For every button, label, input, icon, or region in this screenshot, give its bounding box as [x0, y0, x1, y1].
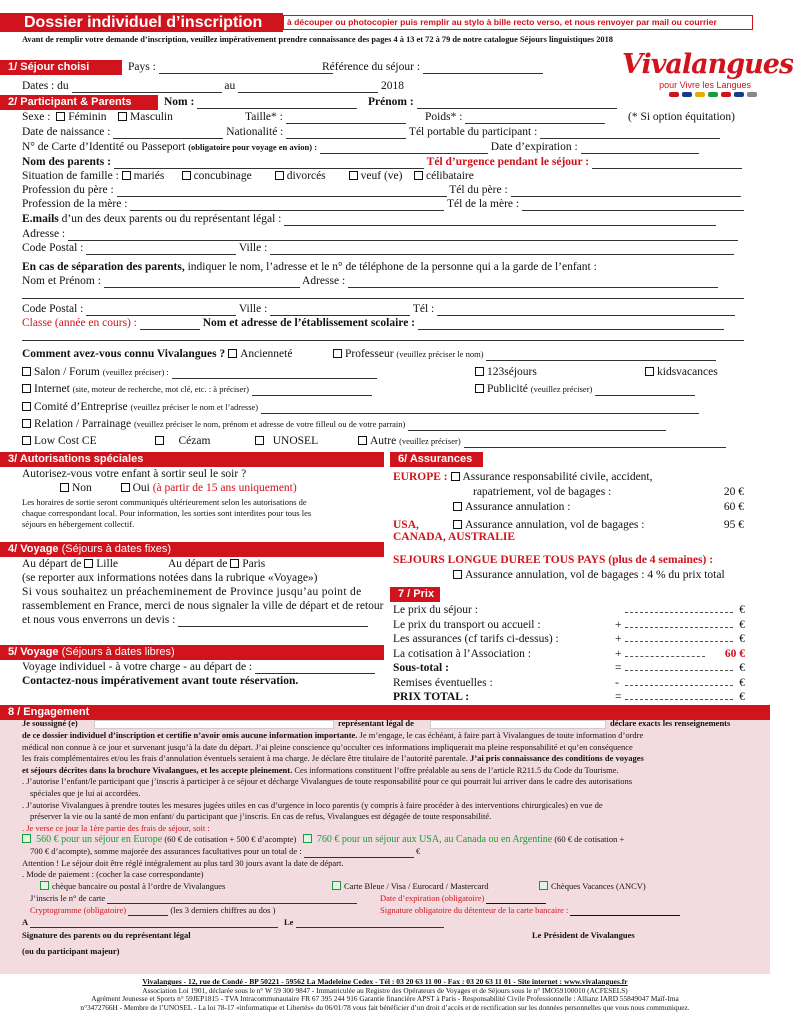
soussigne-field[interactable]	[94, 720, 334, 729]
sortie-info: Les horaires de sortie seront communiqués ultérieurement selon les autorisations de chaque correspondant local. Pour information, les sorties sont interdites pour tous les séjours en hébergement collectif.	[22, 497, 312, 529]
masculin-checkbox[interactable]	[118, 112, 127, 121]
annulation-checkbox[interactable]	[453, 502, 462, 511]
maries-checkbox[interactable]	[122, 171, 131, 180]
autre-checkbox[interactable]	[358, 436, 367, 445]
prix-row-1: Le prix du transport ou accueil : + €	[393, 618, 745, 631]
veuf-checkbox[interactable]	[349, 171, 358, 180]
equitation-note: (* Si option équitation)	[628, 111, 736, 123]
relation-row: Relation / Parrainage (veuillez préciser le nom, prénom et adresse de votre filleul ou de votre parrain)	[22, 417, 666, 431]
naissance-row: Date de naissance : Nationalité : Tél portable du participant :	[22, 125, 720, 139]
carte-id-row: N° de Carte d’Identité ou Passeport (obligatoire pour voyage en avion) : Date d’expiration :	[22, 140, 699, 154]
europe-rc: EUROPE : Assurance responsabilité civile, accident,	[393, 471, 653, 483]
voyage-individuel-row: Voyage individuel - à votre charge - au départ de :	[22, 660, 375, 674]
instruction-banner: à découper ou photocopier puis remplir au stylo à bille recto verso, et nous renvoyer par mail ou courrier	[283, 15, 753, 30]
section-6-bar: 6/ Assurances	[390, 452, 483, 467]
prof-pere-field[interactable]	[117, 187, 447, 197]
emails-field[interactable]	[284, 216, 716, 226]
prof-mere-row: Profession de la mère : Tél de la mère :	[22, 197, 744, 211]
garde-adresse-line[interactable]	[22, 298, 744, 299]
internet-checkbox[interactable]	[22, 384, 31, 393]
cezam-row: Cézam	[155, 434, 210, 448]
garde-ville-field[interactable]	[270, 306, 410, 316]
rc-checkbox[interactable]	[451, 472, 460, 481]
poids-field[interactable]	[465, 114, 605, 124]
123sejours-checkbox[interactable]	[475, 367, 484, 376]
paris-checkbox[interactable]	[230, 559, 239, 568]
representant-field[interactable]	[430, 720, 606, 729]
etablissement-field[interactable]	[418, 320, 724, 330]
engagement-content: Je soussigné (e) représentant légal de déclare exacts les renseignements de ce dossier individuel d’inscription et certifie n’avoir omis aucune information importante. Je m’engage, le cas échéant, à faire part à Vivalangues de toute information d’ordre médical non connue à ce jour et survenant jusqu’à la date du départ. J’ai pleine conscience qu’occulter ces informations impliquerait ma pleine responsabilité et qu’en conséquence les frais complémentaires et/ou les frais d’annulation éventuels seraient à ma charge. Je déclare être titulaire de l’autorité parentale. J’ai pris connaissance des conditions de voyages et séjours décrites dans la brochure Vivalangues, et les accepte pleinement. Ces informations constituent l’offre préalable au sens de l’article R211.5 du Code du Tourisme. . J’autorise l’enfant/le participant que j’inscris à participer à ce séjour et décharge Vivalangues de toute responsabilité pour ce qui pourrait lui arriver dans le cadre des autorisations spéciales que je lui ai accordées. . J’autorise Vivalangues à prendre toutes les mesures jugées utiles en cas d’urgence in loco parentis (y compris à faire procéder à des interventions chirurgicales) en vue de préserver la vie ou la santé de mon enfant/ du participant que j’inscris. En cas de refus, Vivalangues est dégagée de toute responsabilité. . Je verse ce jour la 1ère partie des frais de séjour, soit : 560 € pour un séjour en Europe (60 € de cotisation + 500 € d’acompte) 760 € pour un séjour aux USA, au Canada ou en Argentine (60 € de cotisation + 700 € d’acompte), somme majorée des assurances facultatives pour un total de : € Attention ! Le séjour doit être réglé intégralement au plus tard 30 jours avant la date de départ. . Mode de paiement : (cocher la case correspondante) chèque bancaire ou postal à l’ordre de Vivalangues Carte Bleue / Visa / Eurocard / Mastercard Chèques Vacances (ANCV) J’inscris le n° de carte Date d’expiration (obligatoire) Cryptogramme (obligatoire) (les 3 derniers chiffres au dos ) Signature obligatoire du détenteur de la carte bancaire : A Le Signature des parents ou du représentant légal Le Président de Vivalangues (ou du participant majeur)	[22, 718, 757, 958]
relation-checkbox[interactable]	[22, 419, 31, 428]
rc-price: 20 €	[723, 486, 744, 498]
soussigne-row: Je soussigné (e) représentant légal de déclare exacts les renseignements	[22, 718, 731, 728]
prix-field-5[interactable]	[625, 676, 733, 686]
depart-paris: Au départ de Paris	[168, 558, 266, 570]
header-title	[0, 13, 283, 32]
anciennete-checkbox[interactable]	[228, 349, 237, 358]
depart-lille: Au départ de Lille	[22, 558, 118, 570]
noms-parents-field[interactable]	[114, 159, 424, 169]
annulation-usa-checkbox[interactable]	[453, 520, 462, 529]
professeur-row: Professeur (veuillez préciser le nom)	[333, 347, 716, 361]
prix-field-6[interactable]	[625, 690, 733, 700]
signatures-row: Signature des parents ou du représentant légal Le Président de Vivalangues	[22, 929, 635, 940]
contactez-nous: Contactez-nous impérativement avant toute réservation.	[22, 675, 299, 687]
section-8-bar: 8 / Engagement	[0, 705, 770, 720]
prix-field-4[interactable]	[625, 661, 733, 671]
usa-acompte-checkbox[interactable]	[303, 834, 312, 843]
non-checkbox[interactable]	[60, 483, 69, 492]
prix-field-2[interactable]	[625, 632, 733, 642]
unosel-checkbox[interactable]	[255, 436, 264, 445]
classe-field[interactable]	[140, 320, 200, 330]
europe-acompte-checkbox[interactable]	[22, 834, 31, 843]
depart-individuel-field[interactable]	[255, 664, 375, 674]
reference-field[interactable]	[423, 64, 543, 74]
carte-id-field[interactable]	[320, 144, 488, 154]
publicite-checkbox[interactable]	[475, 384, 484, 393]
logo-brand: Vivalangues	[622, 49, 793, 80]
separation-row: En cas de séparation des parents, indiquer le nom, l’adresse et le n° de téléphone de la personne qui a la garde de l’enfant :	[22, 261, 597, 273]
voyage-info: (se reporter aux informations notées dans la rubrique «Voyage») Si vous souhaitez un préacheminement de Province jusqu’au point de rassemblement en France, merci de nous signaler la ville de départ et de retour et nous vous enverrons un devis :	[22, 572, 384, 626]
kids-row: kidsvacances	[645, 365, 718, 379]
usa-label-2: CANADA, AUSTRALIE	[393, 531, 516, 543]
prix-row-6: PRIX TOTAL : = €	[393, 691, 745, 703]
nom-row: Nom :	[164, 95, 357, 109]
comite-checkbox[interactable]	[22, 402, 31, 411]
comite-row: Comité d’Entreprise (veuillez préciser le nom et l’adresse)	[22, 400, 699, 414]
date-signature-field[interactable]	[296, 920, 444, 928]
garde-nom-field[interactable]	[104, 278, 300, 288]
tel-pere-field[interactable]	[511, 187, 741, 197]
lowcost-row: Low Cost CE	[22, 434, 97, 448]
cezam-checkbox[interactable]	[155, 436, 164, 445]
section-2-bar: 2/ Participant & Parents	[0, 95, 158, 110]
numero-carte-field[interactable]	[107, 896, 357, 904]
professeur-field[interactable]	[486, 351, 716, 361]
flags-row	[622, 92, 757, 97]
prenom-field[interactable]	[417, 99, 617, 109]
cheque-checkbox[interactable]	[40, 881, 49, 890]
reference-row: Référence du séjour :	[322, 60, 543, 74]
professeur-checkbox[interactable]	[333, 349, 342, 358]
prix-row-5: Remises éventuelles : - €	[393, 676, 745, 689]
lille-checkbox[interactable]	[84, 559, 93, 568]
publicite-row: Publicité (veuillez préciser)	[475, 382, 695, 396]
date-from-field[interactable]	[72, 83, 222, 93]
internet-field[interactable]	[252, 386, 372, 396]
expiration-field[interactable]	[581, 144, 699, 154]
annul-longue-row: Assurance annulation, vol de bagages : 4 % du prix total	[453, 568, 725, 582]
usa-label: USA,	[393, 519, 419, 531]
celibataire-checkbox[interactable]	[414, 171, 423, 180]
prenom-row: Prénom :	[368, 95, 617, 109]
pays-row: Pays :	[128, 60, 333, 74]
taille-field[interactable]	[286, 114, 406, 124]
parents-row: Nom des parents : Tél d’urgence pendant le séjour :	[22, 155, 742, 169]
feminin-checkbox[interactable]	[56, 112, 65, 121]
lieu-field[interactable]	[30, 920, 278, 928]
poids-row: Poids* :	[425, 110, 605, 124]
garde-cp-field[interactable]	[86, 306, 236, 316]
sortie-options: Non Oui (à partir de 15 ans uniquement)	[60, 481, 297, 495]
annul-row: Assurance annulation :	[453, 500, 570, 514]
prix-field-3	[625, 647, 705, 657]
cryptogramme-field[interactable]	[128, 908, 168, 916]
carte-bleue-checkbox[interactable]	[332, 881, 341, 890]
kidsvacances-checkbox[interactable]	[645, 367, 654, 376]
title-text: Dossier individuel d’inscription	[24, 14, 263, 31]
lieu-date-row: A Le	[22, 917, 757, 930]
dates-row: Dates : du au 2018	[22, 80, 404, 92]
ancv-checkbox[interactable]	[539, 881, 548, 890]
tel-portable-field[interactable]	[540, 129, 720, 139]
sortie-question: Autorisez-vous votre enfant à sortir seul le soir ?	[22, 468, 247, 480]
publicite-field[interactable]	[595, 386, 695, 396]
crypto-row: Cryptogramme (obligatoire) (les 3 derniers chiffres au dos ) Signature obligatoire du détenteur de la carte bancaire :	[22, 905, 757, 917]
salon-row: Salon / Forum (veuillez préciser) :	[22, 365, 377, 379]
section-3-bar: 3/ Autorisations spéciales	[0, 452, 384, 467]
concubinage-checkbox[interactable]	[182, 171, 191, 180]
date-to-field[interactable]	[238, 83, 378, 93]
total-acompte-field[interactable]	[304, 850, 414, 858]
prix-row-2: Les assurances (cf tarifs ci-dessus) : + €	[393, 633, 745, 645]
annul-price: 60 €	[723, 501, 744, 513]
devis-field[interactable]	[178, 617, 368, 627]
nationalite-field[interactable]	[286, 129, 406, 139]
s123-row: 123séjours	[475, 365, 537, 379]
relation-field[interactable]	[408, 421, 666, 431]
lowcost-checkbox[interactable]	[22, 436, 31, 445]
section-1-bar: 1/ Séjour choisi	[0, 60, 122, 75]
autre-field[interactable]	[464, 438, 726, 448]
prix-row-3: La cotisation à l’Association : + 60 €	[393, 647, 745, 660]
annul-usa-row: Assurance annulation, vol de bagages :	[453, 518, 644, 532]
garde-cp-row: Code Postal : Ville : Tél :	[22, 302, 735, 316]
autre-row: Autre (veuillez préciser)	[358, 434, 726, 448]
logo	[622, 49, 793, 105]
prix-table	[393, 603, 745, 705]
footer: Vivalangues - 12, rue de Condé - BP 50221 - 59562 La Madeleine Cedex - Tél : 03 20 63 11 00 - Fax : 03 20 63 11 01 - Site internet : www.vivalangues.fr Association Loi 1901, déclarée sous le n° W 59 300 9847 - Immatriculée au Registre des Opérateurs de Voyages et de Séjours sous le n° IMO59100010 (ACFESELS) Agrément Jeunesse et Sports n° 59JEP1815 - TVA Intracommunautaire FR 67 395 244 916 Garantie financière APST à Paris - Responsabilité Civile Professionnelle : Allianz IARD 55849047 Maïf-Ima n°3472766H - Membre de l’UNOSEL - La loi 78-17 «informatique et Libertés» du 06/01/78 vous fait bénéficier d’un droit d’accès et de rectification sur les données personnelles que vous nous communiquez.	[80, 977, 690, 1012]
taille-row: Taille* :	[245, 110, 406, 124]
garde-adresse-field[interactable]	[348, 278, 718, 288]
acompte-options: 560 € pour un séjour en Europe (60 € de cotisation + 500 € d’acompte) 760 € pour un séjour aux USA, au Canada ou en Argentine (60 € de cotisation +	[22, 834, 757, 846]
garde-tel-field[interactable]	[437, 306, 735, 316]
logo-tagline: pour Vivre les Langues	[659, 80, 751, 90]
longue-duree: SEJOURS LONGUE DUREE TOUS PAYS (plus de 4 semaines) :	[393, 554, 714, 566]
code-postal-field[interactable]	[86, 245, 236, 255]
etablissement-line[interactable]	[22, 340, 744, 341]
adresse-row: Adresse :	[22, 227, 738, 241]
tel-urgence-field[interactable]	[592, 159, 742, 169]
section-4-bar: 4/ Voyage (Séjours à dates fixes)	[0, 542, 384, 557]
section-7-bar: 7 / Prix	[390, 587, 440, 602]
emails-row: E.mails d’un des deux parents ou du représentant légal :	[22, 212, 716, 226]
unosel-row: UNOSEL	[255, 434, 318, 448]
prof-pere-row: Profession du père : Tél du père :	[22, 183, 741, 197]
naissance-field[interactable]	[113, 129, 223, 139]
tel-mere-field[interactable]	[522, 201, 744, 211]
salon-checkbox[interactable]	[22, 367, 31, 376]
prix-field-1[interactable]	[625, 618, 733, 628]
section-5-bar: 5/ Voyage (Séjours à dates libres)	[0, 645, 384, 660]
prof-mere-field[interactable]	[130, 201, 444, 211]
adresse-field[interactable]	[68, 231, 738, 241]
salon-field[interactable]	[172, 369, 377, 379]
prix-row-0: Le prix du séjour : €	[393, 604, 745, 616]
signature-titulaire-field[interactable]	[570, 908, 680, 916]
annulation-longue-checkbox[interactable]	[453, 570, 462, 579]
prix-row-4: Sous-total : = €	[393, 662, 745, 674]
situation-row: Situation de famille : mariés concubinage divorcés veuf (ve) célibataire	[22, 170, 474, 182]
pays-field[interactable]	[159, 64, 333, 74]
internet-row: Internet (site, moteur de recherche, mot clé, etc. : à préciser)	[22, 382, 372, 396]
ville-field[interactable]	[270, 245, 734, 255]
sexe-row: Sexe : Féminin Masculin	[22, 111, 173, 123]
comite-field[interactable]	[261, 404, 699, 414]
carte-row: J’inscris le n° de carte Date d’expiration (obligatoire)	[22, 893, 757, 905]
classe-row: Classe (année en cours) : Nom et adresse de l’établissement scolaire :	[22, 316, 724, 330]
payment-options: chèque bancaire ou postal à l’ordre de Vivalangues Carte Bleue / Visa / Eurocard / Mastercard Chèques Vacances (ANCV)	[22, 881, 757, 893]
rc-line2: rapatriement, vol de bagages :	[473, 486, 612, 498]
usa-price: 95 €	[723, 519, 744, 531]
nom-field[interactable]	[197, 99, 357, 109]
garde-row: Nom et Prénom : Adresse :	[22, 274, 718, 288]
connu-row-1: Comment avez-vous connu Vivalangues ? Ancienneté	[22, 348, 293, 360]
prix-field-0[interactable]	[625, 603, 733, 613]
divorces-checkbox[interactable]	[275, 171, 284, 180]
oui-checkbox[interactable]	[121, 483, 130, 492]
expiration-carte-field[interactable]	[486, 896, 546, 904]
code-postal-row: Code Postal : Ville :	[22, 241, 734, 255]
subtitle: Avant de remplir votre demande d’inscription, veuillez impérativement prendre connaissance des pages 4 à 13 et 72 à 79 de notre catalogue Séjours linguistiques 2018	[22, 35, 613, 44]
